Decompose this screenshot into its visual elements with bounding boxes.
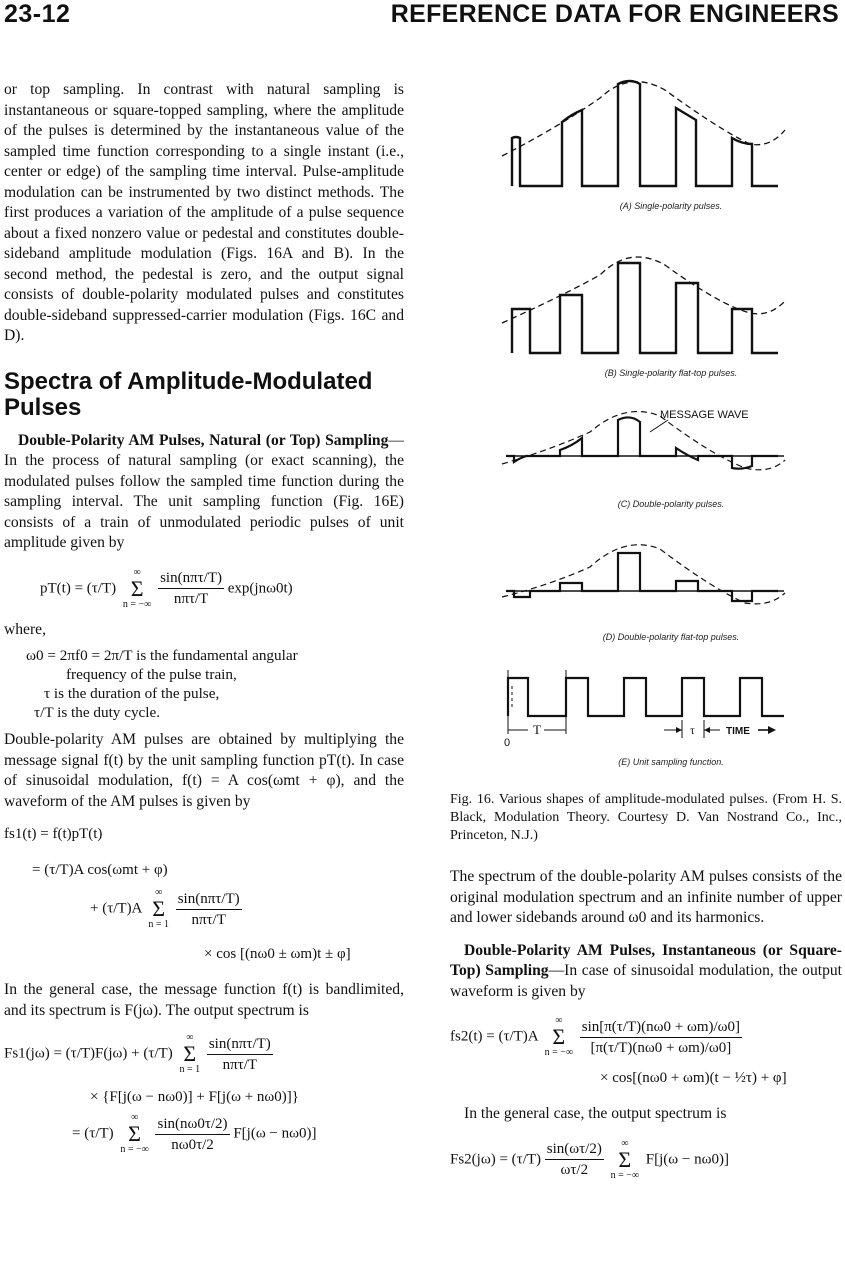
figure-16-caption: Fig. 16. Various shapes of amplitude-modulated pulses. (From H. S. Black, Modulation Theory. Courtesy D. Van Nostrand Co., Inc., Princeton, N.J.) — [450, 792, 842, 843]
time-label: TIME — [726, 726, 750, 737]
period-label: T — [533, 722, 541, 737]
summation: ∞ Σ n = −∞ — [120, 1112, 149, 1155]
fraction: $\frac{\sin(n\omega 0\tau/2)}{n\omega 0\tau/2}$ — [157, 1115, 228, 1153]
waveform-double-polarity-flat-top-pulses — [500, 531, 790, 623]
where-label: where, — [4, 620, 46, 638]
page-number: 23-12 — [4, 0, 71, 28]
equation-Fs1: Fs1(jω) = (τ/T)F(jω) + (τ/T) ∞ Σ n = 1 $\frac{\text{sin(nπτ/T)}}{\text{nπτ/T}}$ × {F[j(ω − nω0)] + F[j(ω + nω0)]} = (τ/T) ∞ Σ n = −∞ $\frac{\sin(n\omega 0\tau/2)}{n\omega 0\tau/2}$ F[j(ω − nω0)] — [4, 1032, 317, 1155]
body-paragraph: Double-Polarity AM Pulses, Instantaneous (or Square-Top) Sampling—In case of sinusoidal modulation, the output waveform is given by — [450, 941, 843, 1000]
waveform-double-polarity-pulses — [500, 398, 790, 490]
figure-caption: (B) Single-polarity flat-top pulses. — [604, 368, 738, 378]
left-column — [4, 80, 404, 1155]
figure-16c — [500, 398, 842, 509]
figure-16b — [500, 239, 842, 378]
waveform-unit-sampling-function — [500, 660, 790, 748]
body-paragraph: Double-Polarity AM Pulses, Natural (or Top) Sampling—In the process of natural sampling (or exact scanning), the modulated pulses follow the sampled time function during the sampling interval. The unit sampling function (Fig. 16E) consists of a train of unmodulated periodic pulses of unit amplitude given by — [4, 431, 404, 551]
body-paragraph: Double-polarity AM pulses are obtained by multiplying the message signal f(t) by the unit sampling function pT(t). In case of sinusoidal modulation, f(t) = A cos(ωmt + φ), and the waveform of the AM pulses is given by — [4, 731, 404, 810]
section-heading: Spectra of Amplitude-Modulated Pulses — [4, 367, 373, 421]
figure-caption: (D) Double-polarity flat-top pulses. — [602, 632, 740, 642]
summation: ∞ Σ n = −∞ — [122, 566, 152, 610]
page-header — [0, 0, 845, 34]
fraction: $\frac{\sin[\pi(\tau/T)(n\omega 0 + \omega m)/\omega 0]}{[\pi(\tau/T)(n\omega 0 + \omega m)/\omega 0]}$ — [581, 1018, 741, 1056]
origin-label: 0 — [504, 737, 511, 748]
running-title: REFERENCE DATA FOR ENGINEERS — [390, 0, 839, 28]
figure-caption: (A) Single-polarity pulses. — [619, 201, 723, 211]
body-paragraph: In the general case, the message function f(t) is bandlimited, and its spectrum is F(jω). The output spectrum is — [4, 981, 404, 1019]
fraction: $\frac{\text{sin(nπτ/T)}}{\text{nπτ/T}}$ — [177, 890, 240, 928]
tau-label: τ — [690, 723, 695, 737]
figure-16a — [500, 60, 842, 211]
summation: ∞ Σ n = 1 — [179, 1032, 201, 1075]
waveform-single-polarity-flat-top-pulses — [500, 239, 790, 359]
right-column — [450, 60, 842, 1181]
summation: ∞ Σ n = 1 — [148, 887, 169, 930]
run-in-heading: Double-Polarity AM Pulses, Instantaneous (or Square-Top) Sampling — [450, 941, 842, 979]
equation-fs1: fs1(t) = f(t)pT(t) = (τ/T)A cos(ωmt + φ) + (τ/T)A ∞ Σ n = 1 $\frac{\text{sin(nπτ/T)}}{\text{nπτ/T}}$ × cos [(nω0 ± ωm)t ± φ] — [4, 826, 351, 962]
figure-caption: (C) Double-polarity pulses. — [617, 499, 725, 509]
fraction: $\frac{\sin(\omega\tau/2)}{\omega\tau/2}$ — [546, 1141, 602, 1178]
run-in-heading: Double-Polarity AM Pulses, Natural (or Top) Sampling — [18, 431, 389, 449]
equation-pt: pT(t) = (τ/T) ∞ Σ n = −∞ $\frac{\text{sin(nπτ/T)}}{\text{nπτ/T}}$ exp(jnω0t) — [40, 566, 293, 610]
summation: ∞ Σ n = −∞ — [610, 1137, 640, 1181]
figure-16d — [500, 531, 842, 642]
fraction: $\frac{\text{sin(nπτ/T)}}{\text{nπτ/T}}$ — [160, 570, 222, 607]
fraction: $\frac{\text{sin(nπτ/T)}}{\text{nπτ/T}}$ — [208, 1035, 271, 1073]
figure-caption: (E) Unit sampling function. — [618, 757, 724, 767]
body-paragraph: In the general case, the output spectrum is — [464, 1105, 727, 1122]
message-wave-label: MESSAGE WAVE — [660, 409, 749, 421]
waveform-single-polarity-pulses — [500, 60, 790, 192]
equation-Fs2: Fs2(jω) = (τ/T) $\frac{\sin(\omega\tau/2)}{\omega\tau/2}$ ∞ Σ n = −∞ F[j(ω − nω0)] — [450, 1137, 729, 1181]
equation-fs2: fs2(t) = (τ/T)A ∞ Σ n = −∞ $\frac{\sin[\pi(\tau/T)(n\omega 0 + \omega m)/\omega 0]}{[\pi(\tau/T)(n\omega 0 + \omega m)/\omega 0]}$ × cos[(nω0 + ωm)(t − ½τ) + φ] — [450, 1015, 787, 1086]
body-paragraph: or top sampling. In contrast with natural sampling is instantaneous or square-topped sampling, where the amplitude of the pulses is determined by the instantaneous value of the sampled time function corresponding to a single instant (i.e., center or edge) of the sampling time interval. Pulse-amplitude modulation can be instrumented by two distinct methods. The first produces a variation of the amplitude of a pulse sequence about a fixed nonzero value or pedestal and constitutes double-sideband amplitude modulation (Figs. 16A and B). In the second method, the pedestal is zero, and the output signal consists of double-polarity modulated pulses and constitutes double-sideband suppressed-carrier modulation (Figs. 16C and D). — [4, 81, 404, 344]
body-paragraph: The spectrum of the double-polarity AM pulses consists of the original modulation spectrum and an infinite number of upper and lower sidebands around ω0 and its harmonics. — [450, 868, 842, 926]
figure-16e — [500, 660, 842, 767]
summation: ∞ Σ n = −∞ — [544, 1015, 573, 1058]
where-list: ω0 = 2πf0 = 2π/T is the fundamental angular frequency of the pulse train, τ is the duration of the pulse, τ/T is the duty cycle. — [26, 647, 298, 721]
